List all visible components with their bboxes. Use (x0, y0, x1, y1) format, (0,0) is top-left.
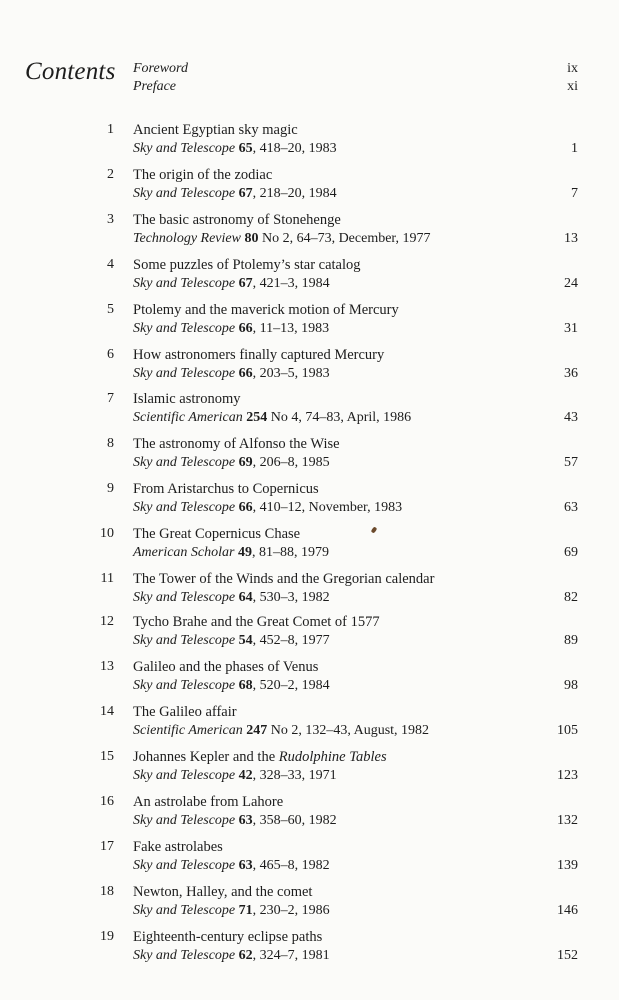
source-detail: , 328–33, 1971 (252, 768, 337, 783)
contents-entry[interactable] (0, 167, 619, 207)
entry-source (133, 366, 330, 382)
entry-title-text: Ptolemy and the maverick motion of Mercury (133, 302, 399, 318)
source-volume: 66 (238, 500, 253, 515)
source-volume: 71 (238, 903, 253, 918)
source-detail: , 230–2, 1986 (252, 903, 330, 918)
contents-entry[interactable] (0, 884, 619, 924)
entry-source (133, 455, 330, 471)
entry-source (133, 186, 337, 202)
source-journal: Sky and Telescope (133, 768, 236, 783)
source-detail: , 358–60, 1982 (252, 813, 337, 828)
entry-title (133, 167, 272, 184)
source-volume: 42 (238, 768, 253, 783)
contents-entry[interactable] (0, 526, 619, 566)
entry-number: 9 (107, 481, 114, 496)
entry-source (133, 590, 330, 606)
entry-title-text: Tycho Brahe and the Great Comet of 1577 (133, 614, 380, 630)
source-journal: Technology Review (133, 231, 241, 246)
entry-source (133, 231, 431, 247)
source-volume: 66 (238, 321, 253, 336)
contents-heading: Contents (25, 58, 116, 85)
entry-page-number: 98 (564, 678, 578, 693)
source-volume: 69 (238, 455, 253, 470)
entry-title-text: Johannes Kepler and the (133, 749, 279, 765)
entry-title (133, 749, 387, 766)
entry-title (133, 659, 318, 676)
entry-number: 14 (100, 704, 114, 719)
source-journal: Sky and Telescope (133, 948, 236, 963)
source-journal: Sky and Telescope (133, 276, 236, 291)
entry-title (133, 794, 283, 811)
entry-title (133, 929, 322, 946)
entry-source (133, 410, 411, 426)
entry-title (133, 614, 380, 631)
source-volume: 67 (238, 186, 253, 201)
source-volume: 62 (238, 948, 253, 963)
entry-number: 16 (100, 794, 114, 809)
source-volume: 54 (238, 633, 253, 648)
entry-title-text: The astronomy of Alfonso the Wise (133, 436, 340, 452)
entry-title-text: Ancient Egyptian sky magic (133, 122, 298, 138)
source-detail: No 4, 74–83, April, 1986 (267, 410, 412, 425)
contents-entry[interactable] (0, 481, 619, 521)
contents-entry[interactable] (0, 614, 619, 654)
entry-title-text: Eighteenth-century eclipse paths (133, 929, 323, 945)
entry-title (133, 571, 434, 588)
entry-source (133, 276, 330, 292)
front-matter-foreword[interactable] (133, 61, 578, 77)
entry-source (133, 545, 329, 561)
source-detail: , 218–20, 1984 (252, 186, 337, 201)
front-matter-page: ix (567, 61, 578, 76)
front-matter-label: Foreword (133, 61, 188, 76)
contents-entry[interactable] (0, 347, 619, 387)
entry-title-text: Islamic astronomy (133, 391, 241, 407)
entry-number: 1 (107, 122, 114, 137)
entry-source (133, 768, 337, 784)
entry-title-text: The Tower of the Winds and the Gregorian calendar (133, 571, 435, 587)
entry-title-text: The origin of the zodiac (133, 167, 273, 183)
entry-page-number: 63 (564, 500, 578, 515)
entry-title (133, 257, 361, 274)
entry-title-text: Galileo and the phases of Venus (133, 659, 319, 675)
entry-source (133, 813, 337, 829)
contents-entry[interactable] (0, 212, 619, 252)
source-volume: 67 (238, 276, 253, 291)
entry-title (133, 704, 237, 721)
entry-source (133, 500, 402, 516)
source-detail: , 530–3, 1982 (252, 590, 330, 605)
entry-source (133, 723, 429, 739)
front-matter-page: xi (567, 79, 578, 94)
entry-title (133, 884, 312, 901)
entry-source (133, 678, 330, 694)
entry-number: 10 (100, 526, 114, 541)
entry-source (133, 903, 330, 919)
source-journal: Sky and Telescope (133, 903, 236, 918)
entry-page-number: 57 (564, 455, 578, 470)
entry-number: 6 (107, 347, 114, 362)
source-detail: No 2, 132–43, August, 1982 (267, 723, 430, 738)
contents-entry[interactable] (0, 839, 619, 879)
entry-number: 5 (107, 302, 114, 317)
entry-title-text: The Galileo affair (133, 704, 237, 720)
entry-page-number: 1 (571, 141, 578, 156)
source-volume: 80 (244, 231, 259, 246)
entry-title (133, 481, 319, 498)
contents-entry[interactable] (0, 122, 619, 162)
entry-page-number: 13 (564, 231, 578, 246)
entry-number: 7 (107, 391, 114, 406)
source-detail: , 81–88, 1979 (251, 545, 329, 560)
source-detail: , 206–8, 1985 (252, 455, 330, 470)
contents-entry[interactable] (0, 794, 619, 834)
entry-page-number: 146 (557, 903, 578, 918)
source-volume: 49 (237, 545, 252, 560)
entry-number: 13 (100, 659, 114, 674)
source-volume: 68 (238, 678, 253, 693)
source-volume: 63 (238, 813, 253, 828)
entry-title (133, 122, 298, 139)
entry-number: 17 (100, 839, 114, 854)
entry-title (133, 302, 399, 319)
entry-number: 2 (107, 167, 114, 182)
contents-entry[interactable] (0, 929, 619, 969)
entry-title-text: How astronomers finally captured Mercury (133, 347, 385, 363)
entry-title (133, 436, 340, 453)
contents-entry[interactable] (0, 436, 619, 476)
entry-title-text: An astrolabe from Lahore (133, 794, 284, 810)
entry-page-number: 7 (571, 186, 578, 201)
entry-source (133, 633, 330, 649)
entry-page-number: 69 (564, 545, 578, 560)
source-volume: 63 (238, 858, 253, 873)
contents-entry[interactable] (0, 659, 619, 699)
contents-entry[interactable] (0, 749, 619, 789)
source-journal: Sky and Telescope (133, 633, 236, 648)
front-matter-preface[interactable] (133, 79, 578, 95)
entry-number: 4 (107, 257, 114, 272)
entry-title-text: Some puzzles of Ptolemy’s star catalog (133, 257, 361, 273)
entry-source (133, 321, 329, 337)
source-detail: , 410–12, November, 1983 (252, 500, 403, 515)
entry-number: 15 (100, 749, 114, 764)
source-detail: , 452–8, 1977 (252, 633, 330, 648)
source-journal: Sky and Telescope (133, 455, 236, 470)
source-journal: Sky and Telescope (133, 500, 236, 515)
source-detail: , 203–5, 1983 (252, 366, 330, 381)
entry-page-number: 152 (557, 948, 578, 963)
source-detail: , 465–8, 1982 (252, 858, 330, 873)
entry-page-number: 24 (564, 276, 578, 291)
source-journal: Sky and Telescope (133, 813, 236, 828)
entry-title-text: From Aristarchus to Copernicus (133, 481, 319, 497)
source-volume: 66 (238, 366, 253, 381)
source-detail: No 2, 64–73, December, 1977 (258, 231, 431, 246)
source-detail: , 421–3, 1984 (252, 276, 330, 291)
entry-source (133, 948, 330, 964)
source-journal: Sky and Telescope (133, 590, 236, 605)
entry-number: 19 (100, 929, 114, 944)
entry-page-number: 36 (564, 366, 578, 381)
source-journal: Sky and Telescope (133, 678, 236, 693)
entry-title (133, 212, 341, 229)
entry-number: 11 (100, 571, 114, 586)
entry-page-number: 31 (564, 321, 578, 336)
source-journal: Sky and Telescope (133, 186, 236, 201)
entry-number: 18 (100, 884, 114, 899)
entry-page-number: 105 (557, 723, 578, 738)
front-matter-label: Preface (133, 79, 177, 94)
contents-entry[interactable] (0, 302, 619, 342)
entry-source (133, 141, 337, 157)
source-volume: 64 (238, 590, 253, 605)
source-journal: Sky and Telescope (133, 321, 236, 336)
entry-number: 3 (107, 212, 114, 227)
source-journal: Sky and Telescope (133, 141, 236, 156)
entry-page-number: 82 (564, 590, 578, 605)
entry-title-text: Fake astrolabes (133, 839, 223, 855)
entry-source (133, 858, 330, 874)
entry-page-number: 132 (557, 813, 578, 828)
source-journal: Sky and Telescope (133, 858, 236, 873)
entry-page-number: 89 (564, 633, 578, 648)
entry-title-text: The Great Copernicus Chase (133, 526, 301, 542)
contents-entry[interactable] (0, 391, 619, 431)
entry-title (133, 839, 223, 856)
source-detail: , 520–2, 1984 (252, 678, 330, 693)
entry-title (133, 391, 241, 408)
source-detail: , 11–13, 1983 (252, 321, 330, 336)
source-volume: 65 (238, 141, 253, 156)
entry-title (133, 347, 384, 364)
entry-number: 8 (107, 436, 114, 451)
entry-title (133, 526, 300, 543)
entry-page-number: 123 (557, 768, 578, 783)
source-volume: 247 (246, 723, 268, 738)
contents-entry[interactable] (0, 704, 619, 744)
source-detail: , 324–7, 1981 (252, 948, 330, 963)
contents-entry[interactable] (0, 257, 619, 297)
entry-title-text: The basic astronomy of Stonehenge (133, 212, 341, 228)
source-journal: Sky and Telescope (133, 366, 236, 381)
source-journal: Scientific American (133, 410, 243, 425)
entry-page-number: 139 (557, 858, 578, 873)
entry-title-text: Newton, Halley, and the comet (133, 884, 313, 900)
entry-number: 12 (100, 614, 114, 629)
entry-page-number: 43 (564, 410, 578, 425)
source-detail: , 418–20, 1983 (252, 141, 337, 156)
contents-entry[interactable] (0, 571, 619, 611)
source-journal: Scientific American (133, 723, 243, 738)
entry-title-italic: Rudolphine Tables (278, 749, 387, 765)
source-journal: American Scholar (133, 545, 235, 560)
source-volume: 254 (246, 410, 268, 425)
